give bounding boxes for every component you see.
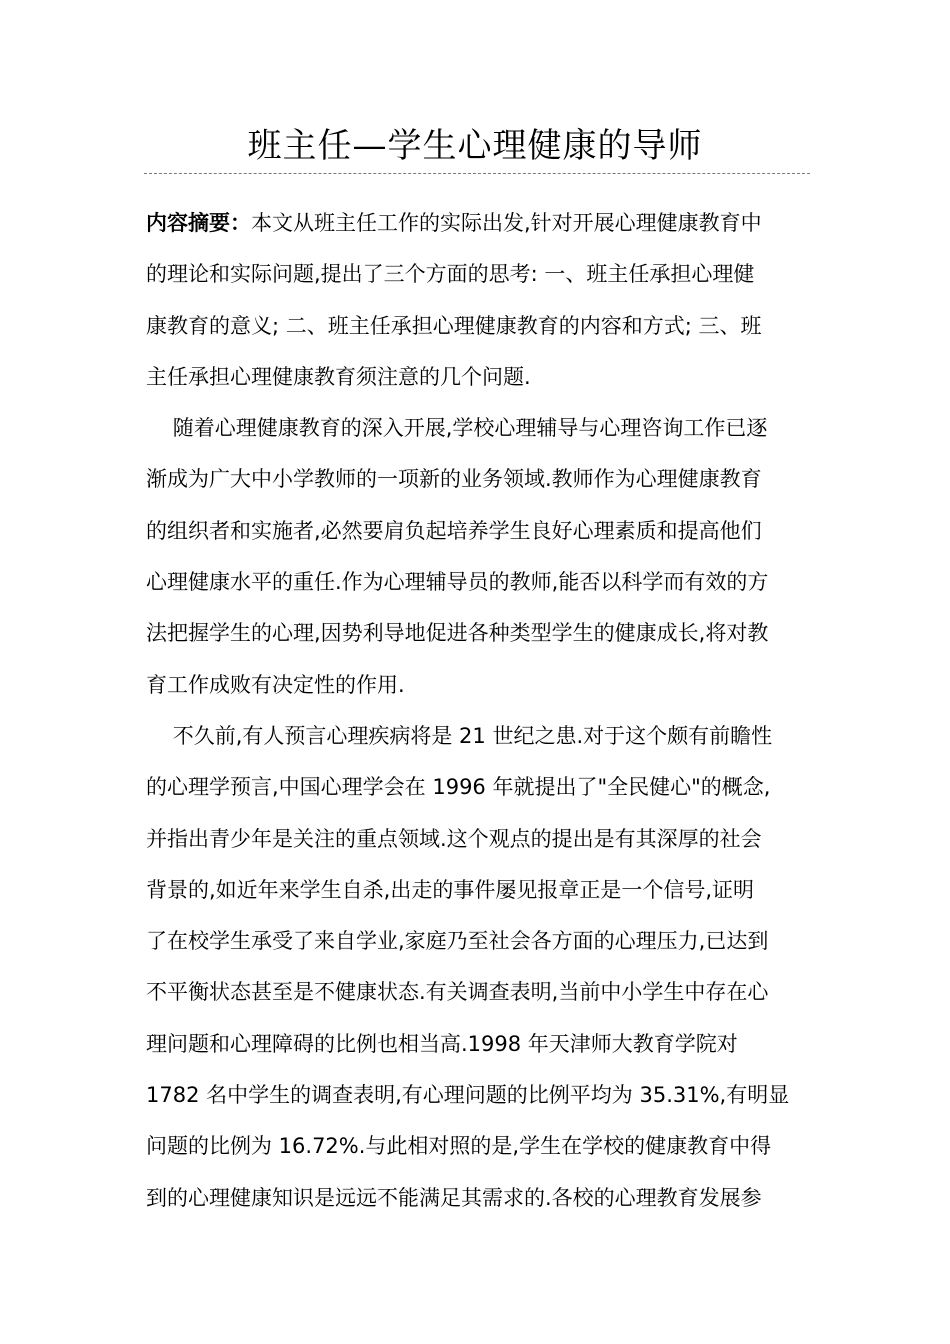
paragraph-2-line: 1782 名中学生的调查表明,有心理问题的比例平均为 35.31%,有明显 [146, 1083, 790, 1108]
paragraph-1-line: 渐成为广大中小学教师的一项新的业务领域.教师作为心理健康教育 [146, 467, 762, 492]
document-title: 班主任—学生心理健康的导师 [247, 126, 703, 166]
abstract-label: 内容摘要： [146, 211, 251, 235]
paragraph-2-line: 不久前,有人预言心理疾病将是 21 世纪之患.对于这个颇有前瞻性 [146, 723, 773, 748]
abstract-line: 的理论和实际问题,提出了三个方面的思考: 一、班主任承担心理健 [146, 262, 755, 287]
paragraph-2-line: 理问题和心理障碍的比例也相当高.1998 年天津师大教育学院对 [146, 1031, 738, 1056]
abstract-line [146, 198, 810, 249]
paragraph-1-line: 随着心理健康教育的深入开展,学校心理辅导与心理咨询工作已逐 [146, 416, 768, 441]
paragraph-1-line: 育工作成败有决定性的作用. [146, 672, 405, 697]
paragraph-2-line: 背景的,如近年来学生自杀,出走的事件屡见报章正是一个信号,证明 [146, 877, 755, 902]
abstract-line: 康教育的意义; 二、班主任承担心理健康教育的内容和方式; 三、班 [146, 313, 762, 338]
paragraph-1-line: 的组织者和实施者,必然要肩负起培养学生良好心理素质和提高他们 [146, 518, 762, 543]
paragraph-2-line: 不平衡状态甚至是不健康状态.有关调查表明,当前中小学生中存在心 [146, 980, 769, 1005]
paragraph-1-line: 法把握学生的心理,因势利导地促进各种类型学生的健康成长,将对教 [146, 621, 769, 646]
abstract-line: 主任承担心理健康教育须注意的几个问题. [146, 364, 531, 389]
paragraph-2-line: 到的心理健康知识是远远不能满足其需求的.各校的心理教育发展参 [146, 1185, 762, 1210]
paragraph-2-line: 并指出青少年是关注的重点领域.这个观点的提出是有其深厚的社会 [146, 826, 762, 851]
title-divider [144, 173, 810, 174]
document-body [146, 198, 810, 1224]
paragraph-1-line: 心理健康水平的重任.作为心理辅导员的教师,能否以科学而有效的方 [146, 570, 769, 595]
paragraph-2-line: 问题的比例为 16.72%.与此相对照的是,学生在学校的健康教育中得 [146, 1134, 772, 1159]
paragraph-2-line: 的心理学预言,中国心理学会在 1996 年就提出了"全民健心"的概念, [146, 775, 771, 800]
abstract-text: 本文从班主任工作的实际出发,针对开展心理健康教育中 [251, 211, 762, 235]
paragraph-2-line: 了在校学生承受了来自学业,家庭乃至社会各方面的心理压力,已达到 [146, 929, 769, 954]
